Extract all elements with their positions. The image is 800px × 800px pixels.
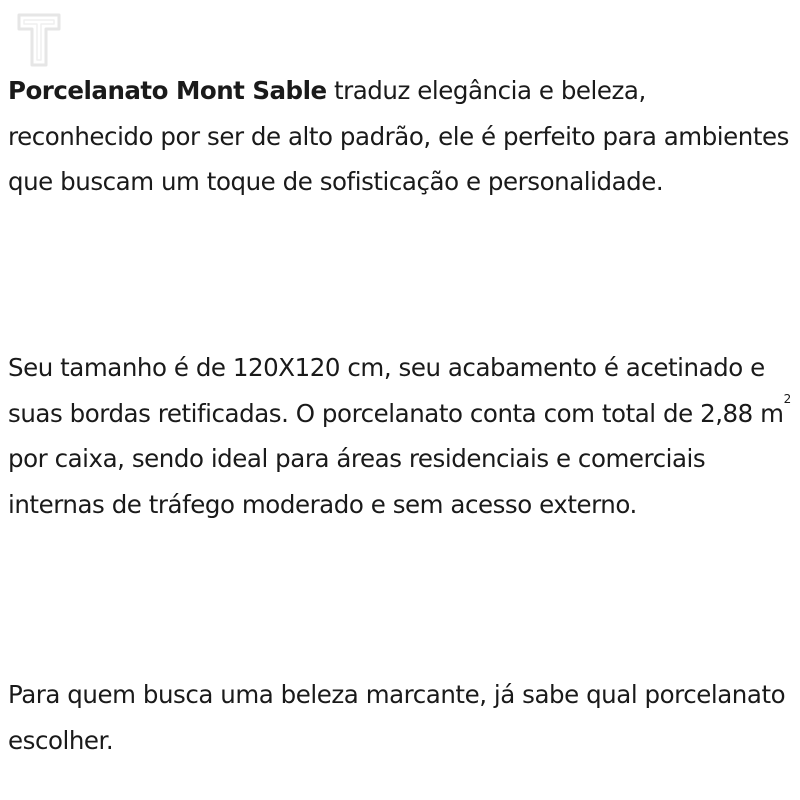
squared-superscript: 2 (783, 391, 792, 406)
product-name: Porcelanato Mont Sable (8, 76, 327, 105)
specs-text-before: Seu tamanho é de 120X120 cm, seu acabamento é acetinado e suas bordas retificadas. O porcelanato conta com total de 2,88 m (8, 353, 784, 428)
specs-text-after: por caixa, sendo ideal para áreas residenciais e comerciais internas de tráfego moderado e sem acesso externo. (8, 444, 706, 519)
t-logo-icon (16, 12, 62, 68)
paragraph-intro (8, 68, 792, 205)
paragraph-closing (8, 672, 792, 763)
intro-text: traduz elegância e beleza, reconhecido por ser de alto padrão, ele é perfeito para ambientes que buscam um toque de sofisticação e personalidade. (8, 76, 789, 196)
paragraph-specs (8, 345, 792, 527)
closing-text: Para quem busca uma beleza marcante, já sabe qual porcelanato escolher. (8, 680, 786, 755)
